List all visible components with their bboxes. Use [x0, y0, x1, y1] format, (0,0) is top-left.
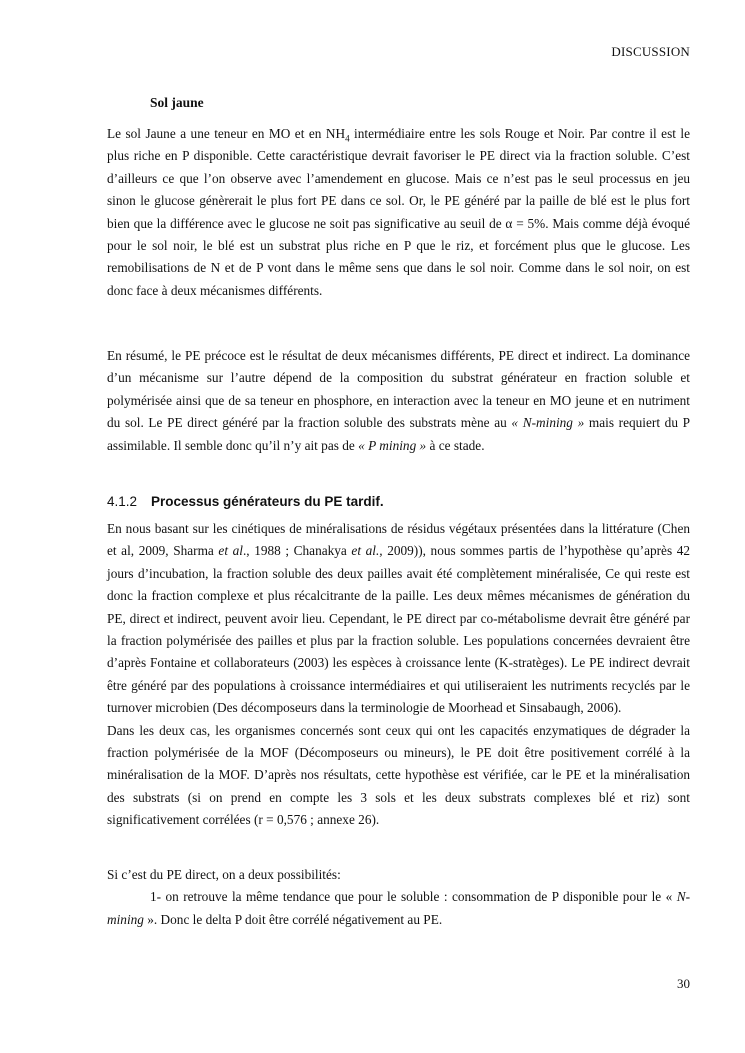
paragraph-text: ., 1988 ; Chanakya [242, 543, 352, 559]
paragraph-text: Si c’est du PE direct, on a deux possibilités: [107, 867, 341, 882]
italic-et-al: et al., [351, 543, 383, 559]
section-heading [107, 494, 384, 509]
paragraph-text: ». Donc le delta P doit être corrélé négativement au PE. [143, 911, 443, 927]
paragraph-possibilites [107, 864, 690, 931]
paragraph-resume [107, 345, 690, 457]
paragraph-text: à ce stade. [426, 437, 485, 453]
italic-et-al: et al [218, 543, 243, 559]
paragraph-text: Le sol Jaune a une teneur en MO et en NH [107, 126, 346, 141]
subscript-4: 4 [345, 133, 350, 144]
paragraph-text: En nous basant sur les cinétiques de minéralisations de résidus végétaux présentées dans la littérature (Chen et al, 2009, Sharma [107, 521, 690, 559]
running-header: DISCUSSION [611, 44, 690, 59]
paragraph-deux-cas: Dans les deux cas, les organismes concernés sont ceux qui ont les capacités enzymatiques de dégrader la fraction polymérisée de la MOF (Décomposeurs ou mineurs), le PE doit être positivement corrélé à la minéralisation de la MOF. D’après nos résultats, cette hypothèse est vérifiée, car le PE et la minéralisation des substrats (si on prend en compte les 3 sols et les deux substrats complexes blé et riz) sont significativement corrélées (r = 0,576 ; annexe 26). [107, 722, 690, 828]
italic-p-mining: « P mining » [358, 437, 427, 453]
paragraph-text: En résumé, le PE précoce est le résultat de deux mécanismes différents, PE direct et indirect. La dominance d’un mécanisme sur l’autre dépend de la composition du substrat générateur en fraction soluble et polymérisée ainsi que de sa teneur en phosphore, en interaction avec la teneur en MO jeune et en nutriment du sol. Le PE direct généré par la fraction soluble des substrats mène au [107, 348, 690, 431]
italic-n-mining: « N-mining » [511, 415, 585, 431]
paragraph-text: intermédiaire entre les sols Rouge et Noir. Par contre il est le plus riche en P disponible. Cette caractéristique devrait favoriser le PE direct via la fraction soluble. C’est d’ailleurs ce que l’on observe avec l’amendement en glucose. Mais ce n’est pas le seul processus en jeu sinon le glucose génèrerait le plus fort PE dans ce sol. Or, le PE généré par la paille de blé est le plus fort bien que la différence avec le glucose ne soit pas significative au seuil de α = 5%. Mais comme déjà évoqué pour le sol noir, le blé est un substrat plus riche en P que le riz, et forcément plus que le glucose. Les remobilisations de N et de P vont dans le même sens que dans le sol noir. Comme dans le sol noir, on est donc face à deux mécanismes différents. [107, 126, 690, 298]
paragraph-pe-tardif [107, 518, 690, 832]
page-number: 30 [677, 976, 690, 991]
paragraph-text: 2009)), nous sommes partis de l’hypothèse qu’après 42 jours d’incubation, la fraction soluble des deux pailles avait été complètement minéralisée, Ce qui reste est donc la fraction complexe et plus récalcitrante de la paille. Les deux mêmes mécanismes de génération du PE, direct et indirect, peuvent avoir lieu. Cependant, le PE direct par co-métabolisme devrait être généré par la fraction polymérisée des pailles et plus par la fraction soluble. Les populations concernées devraient être d’après Fontaine et collaborateurs (2003) les espèces à croissance lente (K-stratèges). Le PE indirect devrait être généré par des populations à croissance intermédiaires et qui utiliseraient les nutriments recyclés par le turnover microbien (Des décomposeurs dans la terminologie de Moorhead et Sinsabaugh, 2006). [107, 543, 691, 716]
paragraph-text: 1- on retrouve la même tendance que pour le soluble : consommation de P disponible pour le « [150, 889, 677, 905]
section-heading-title: Processus générateurs du PE tardif. [151, 494, 384, 509]
section-number: 4.1.2 [107, 494, 138, 509]
subsection-title: Sol jaune [150, 95, 204, 110]
paragraph-sol-jaune [107, 123, 690, 302]
italic-n-mining: N-mining [107, 889, 690, 927]
paragraph-text: mais requiert du P assimilable. Il semble donc qu’il n’y ait pas de [107, 415, 691, 453]
